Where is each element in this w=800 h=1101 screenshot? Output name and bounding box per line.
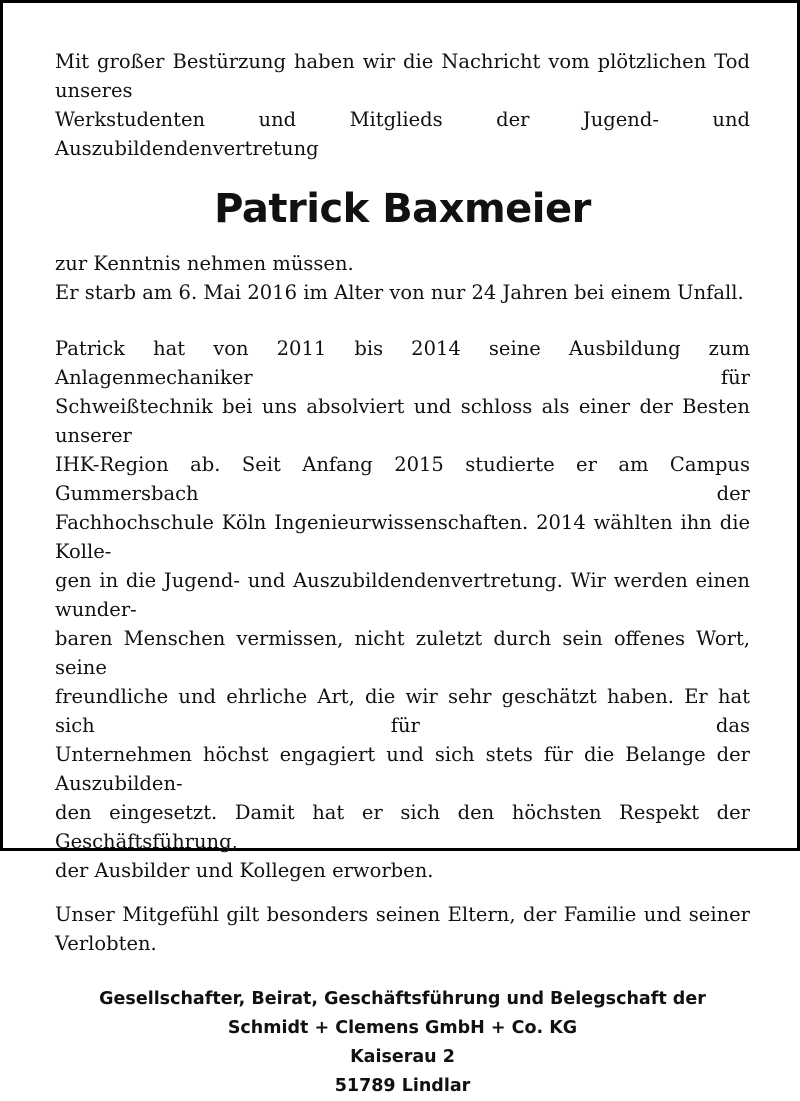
- announcement-line: zur Kenntnis nehmen müssen.: [55, 252, 354, 275]
- bio-line: der Ausbilder und Kollegen erworben.: [55, 859, 434, 882]
- intro-paragraph: [55, 47, 750, 163]
- biography-paragraph: [55, 334, 750, 885]
- company-street: Kaiserau 2: [350, 1047, 455, 1067]
- company-city: 51789 Lindlar: [334, 1076, 471, 1096]
- bio-line: IHK-Region ab. Seit Anfang 2015 studierte er am Campus Gummersbach der: [55, 453, 750, 505]
- bio-line: gen in die Jugend- und Auszubildendenvertretung. Wir werden einen wunder-: [55, 569, 750, 621]
- signature-line: Gesellschafter, Beirat, Geschäftsführung und Belegschaft der: [99, 989, 706, 1009]
- bio-line: Fachhochschule Köln Ingenieurwissenschaften. 2014 wählten ihn die Kolle-: [55, 511, 750, 563]
- company-name: Schmidt + Clemens GmbH + Co. KG: [227, 1018, 578, 1038]
- signature-block: [55, 985, 750, 1101]
- announcement-line: Er starb am 6. Mai 2016 im Alter von nur 24 Jahren bei einem Unfall.: [55, 281, 744, 304]
- bio-line: freundliche und ehrliche Art, die wir sehr geschätzt haben. Er hat sich für das: [55, 685, 750, 737]
- bio-line: Unternehmen höchst engagiert und sich stets für die Belange der Auszubilden-: [55, 743, 750, 795]
- bio-line: baren Menschen vermissen, nicht zuletzt durch sein offenes Wort, seine: [55, 627, 750, 679]
- notice-content: [55, 47, 750, 1101]
- bio-line: Patrick hat von 2011 bis 2014 seine Ausbildung zum Anlagenmechaniker für: [55, 337, 750, 389]
- bio-line: den eingesetzt. Damit hat er sich den höchsten Respekt der Geschäftsführung,: [55, 801, 750, 853]
- bio-line: Schweißtechnik bei uns absolviert und schloss als einer der Besten unserer: [55, 395, 750, 447]
- death-announcement: [55, 249, 750, 307]
- condolence-paragraph: Unser Mitgefühl gilt besonders seinen Eltern, der Familie und seiner Verlobten.: [55, 903, 750, 955]
- deceased-name: Patrick Baxmeier: [214, 186, 591, 232]
- intro-line: Mit großer Bestürzung haben wir die Nachricht vom plötzlichen Tod unseres: [55, 50, 750, 102]
- intro-line: Werkstudenten und Mitglieds der Jugend- und Auszubildendenvertretung: [55, 108, 750, 160]
